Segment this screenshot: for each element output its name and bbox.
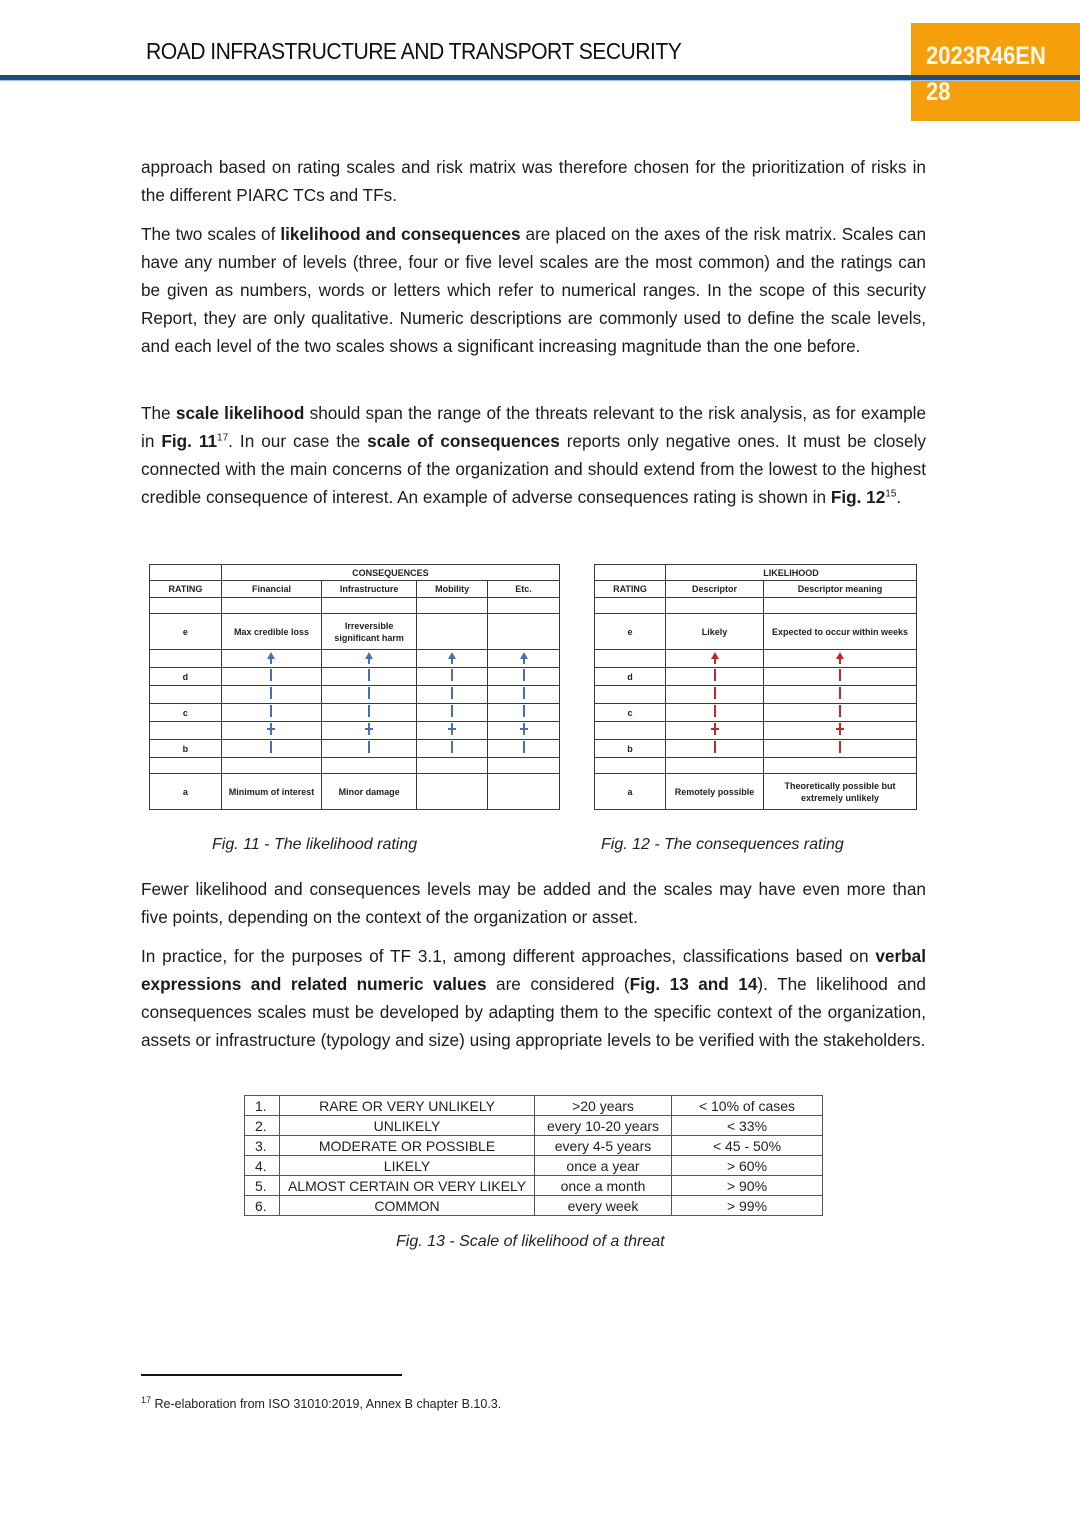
table-cell: Theoretically possible but extremely unlikely: [764, 774, 917, 810]
arrow-shaft-icon: [364, 668, 374, 682]
arrow-shaft-icon: [710, 668, 720, 682]
text-run: The: [141, 403, 176, 423]
arrow-shaft-icon: [447, 704, 457, 718]
text-run: ). The likelihood and consequences scales must be developed by adapting them to the specific context of the organization, assets or infrastructure (typology and size) using appropriate levels to be verified with the stakeholders.: [141, 974, 926, 1050]
text-run: .: [896, 487, 902, 507]
arrow-shaft-icon: [364, 722, 374, 736]
arrow-shaft-icon: [266, 668, 276, 682]
probability: > 60%: [672, 1156, 823, 1176]
bold-term: scale likelihood: [175, 403, 305, 423]
arrow-shaft-icon: [710, 704, 720, 718]
header-rule-highlight: [0, 80, 1080, 81]
probability: < 10% of cases: [672, 1096, 823, 1116]
arrow-shaft-icon: [447, 740, 457, 754]
column-header: Financial: [221, 581, 321, 598]
arrow-up-icon: [364, 650, 374, 664]
arrow-shaft-icon: [519, 686, 529, 700]
table-cell: [488, 614, 560, 650]
arrow-up-icon: [447, 650, 457, 664]
fig12-likelihood-matrix: [594, 564, 917, 810]
document-code: 2023R46EN: [926, 42, 1046, 70]
text-run: In practice, for the purposes of TF 3.1, among different approaches, classifications based on: [141, 946, 876, 966]
bold-term: likelihood and consequences: [280, 224, 521, 244]
table-cell: [417, 774, 488, 810]
arrow-shaft-icon: [447, 686, 457, 700]
arrow-shaft-icon: [266, 722, 276, 736]
table-cell: Minor damage: [322, 774, 417, 810]
table-row: [245, 1096, 823, 1116]
figure-caption-11: Fig. 11 - The likelihood rating: [212, 836, 418, 853]
column-header: Descriptor: [666, 581, 764, 598]
frequency: once a year: [535, 1156, 672, 1176]
row-number: 5.: [245, 1176, 280, 1196]
table-cell: Expected to occur within weeks: [764, 614, 917, 650]
rating-cell: a: [595, 774, 666, 810]
empty-cell: [150, 565, 222, 581]
arrow-shaft-icon: [519, 704, 529, 718]
rating-cell: d: [150, 668, 222, 686]
fig11-consequences-matrix: [149, 564, 560, 810]
row-number: 6.: [245, 1196, 280, 1216]
row-number: 2.: [245, 1116, 280, 1136]
arrow-shaft-icon: [266, 686, 276, 700]
row-number: 4.: [245, 1156, 280, 1176]
likelihood-label: RARE OR VERY UNLIKELY: [280, 1096, 535, 1116]
bold-term: scale of consequences: [367, 431, 560, 451]
paragraph-in-practice: [141, 942, 926, 1054]
rating-cell: c: [150, 704, 222, 722]
arrow-shaft-icon: [364, 704, 374, 718]
paragraph-text: Fewer likelihood and consequences levels may be added and the scales may have even more than five points, depending on the context of the organization or asset.: [141, 879, 926, 927]
figure-caption-12: Fig. 12 - The consequences rating: [601, 836, 844, 853]
column-header: Etc.: [488, 581, 560, 598]
likelihood-label: MODERATE OR POSSIBLE: [280, 1136, 535, 1156]
text-run: reports only negative ones. It must be closely connected with the main concerns of the organization and should extend from the lowest to the highest credible consequence of interest. An example of adverse consequences rating is shown in: [141, 431, 926, 507]
figure-caption-13: Fig. 13 - Scale of likelihood of a threat: [396, 1233, 665, 1250]
paragraph-scale-likelihood: [141, 399, 926, 511]
arrow-up-icon: [835, 650, 845, 664]
table-row: [245, 1196, 823, 1216]
probability: < 45 - 50%: [672, 1136, 823, 1156]
arrow-shaft-icon: [835, 740, 845, 754]
paragraph-fewer-levels: [141, 875, 926, 931]
table-row: [245, 1176, 823, 1196]
paragraph-two-scales: [141, 220, 926, 360]
arrow-up-icon: [710, 650, 720, 664]
likelihood-label: LIKELY: [280, 1156, 535, 1176]
figure-reference-link[interactable]: Fig. 11: [161, 431, 218, 451]
table-cell: [417, 614, 488, 650]
rating-cell: b: [150, 740, 222, 758]
arrow-shaft-icon: [364, 686, 374, 700]
table-cell: Likely: [666, 614, 764, 650]
text-run: are considered (: [486, 974, 630, 994]
arrow-shaft-icon: [835, 668, 845, 682]
rating-cell: b: [595, 740, 666, 758]
row-number: 3.: [245, 1136, 280, 1156]
frequency: every 10-20 years: [535, 1116, 672, 1136]
paragraph-approach: [141, 153, 926, 209]
table-cell: Max credible loss: [221, 614, 321, 650]
arrow-shaft-icon: [519, 668, 529, 682]
probability: > 90%: [672, 1176, 823, 1196]
text-run: The two scales of: [141, 224, 281, 244]
table-cell: Remotely possible: [666, 774, 764, 810]
rating-cell: c: [595, 704, 666, 722]
column-header: Infrastructure: [322, 581, 417, 598]
likelihood-label: UNLIKELY: [280, 1116, 535, 1136]
table-row: [245, 1136, 823, 1156]
probability: < 33%: [672, 1116, 823, 1136]
table-row: [245, 1156, 823, 1176]
footnote-text: Re-elaboration from ISO 31010:2019, Annex B chapter B.10.3.: [151, 1397, 502, 1411]
arrow-shaft-icon: [519, 722, 529, 736]
row-number: 1.: [245, 1096, 280, 1116]
column-header: RATING: [150, 581, 222, 598]
footnote: [141, 1394, 502, 1411]
table-cell: Irreversible significant harm: [322, 614, 417, 650]
text-run: are placed on the axes of the risk matrix. Scales can have any number of levels (three, four or five level scales are the most common) and the ratings can be given as numbers, words or letters which refer to numerical ranges. In the scope of this security Report, they are only qualitative. Numeric descriptions are commonly used to define the scale levels, and each level of the two scales shows a significant increasing magnitude than the one before.: [141, 224, 927, 356]
column-header: RATING: [595, 581, 666, 598]
table-cell: Minimum of interest: [221, 774, 321, 810]
arrow-shaft-icon: [519, 740, 529, 754]
figure-reference-link[interactable]: Fig. 13 and 14: [629, 974, 758, 994]
table-cell: [488, 774, 560, 810]
frequency: every 4-5 years: [535, 1136, 672, 1156]
arrow-shaft-icon: [835, 722, 845, 736]
arrow-shaft-icon: [710, 686, 720, 700]
frequency: every week: [535, 1196, 672, 1216]
rating-cell: d: [595, 668, 666, 686]
arrow-shaft-icon: [447, 722, 457, 736]
footnote-number: 17: [141, 1394, 152, 1405]
arrow-up-icon: [266, 650, 276, 664]
footnote-marker[interactable]: 15: [885, 488, 897, 500]
empty-cell: [595, 565, 666, 581]
table-row: [245, 1116, 823, 1136]
fig13-likelihood-scale-table: [244, 1095, 823, 1216]
arrow-shaft-icon: [835, 704, 845, 718]
arrow-shaft-icon: [364, 740, 374, 754]
frequency: >20 years: [535, 1096, 672, 1116]
running-header-title: ROAD INFRASTRUCTURE AND TRANSPORT SECURITY: [146, 38, 682, 64]
text-run: should span the range of the threats relevant to the risk analysis, as for example in: [141, 403, 927, 451]
likelihood-label: COMMON: [280, 1196, 535, 1216]
arrow-up-icon: [519, 650, 529, 664]
arrow-shaft-icon: [447, 668, 457, 682]
footnote-marker[interactable]: 17: [217, 432, 229, 444]
column-header: Descriptor meaning: [764, 581, 917, 598]
text-run: . In our case the: [228, 431, 368, 451]
arrow-shaft-icon: [710, 740, 720, 754]
likelihood-label: ALMOST CERTAIN OR VERY LIKELY: [280, 1176, 535, 1196]
group-header: CONSEQUENCES: [221, 565, 559, 581]
rating-cell: a: [150, 774, 222, 810]
footnote-separator: [141, 1374, 402, 1376]
column-header: Mobility: [417, 581, 488, 598]
arrow-shaft-icon: [835, 686, 845, 700]
arrow-shaft-icon: [266, 704, 276, 718]
probability: > 99%: [672, 1196, 823, 1216]
figure-reference-link[interactable]: Fig. 12: [830, 487, 886, 507]
frequency: once a month: [535, 1176, 672, 1196]
rating-cell: e: [595, 614, 666, 650]
page-number: 28: [926, 78, 951, 106]
arrow-shaft-icon: [266, 740, 276, 754]
paragraph-text: approach based on rating scales and risk matrix was therefore chosen for the prioritization of risks in the different PIARC TCs and TFs.: [141, 157, 926, 205]
arrow-shaft-icon: [710, 722, 720, 736]
rating-cell: e: [150, 614, 222, 650]
group-header: LIKELIHOOD: [666, 565, 917, 581]
bold-term: verbal expressions and related numeric values: [141, 946, 926, 994]
